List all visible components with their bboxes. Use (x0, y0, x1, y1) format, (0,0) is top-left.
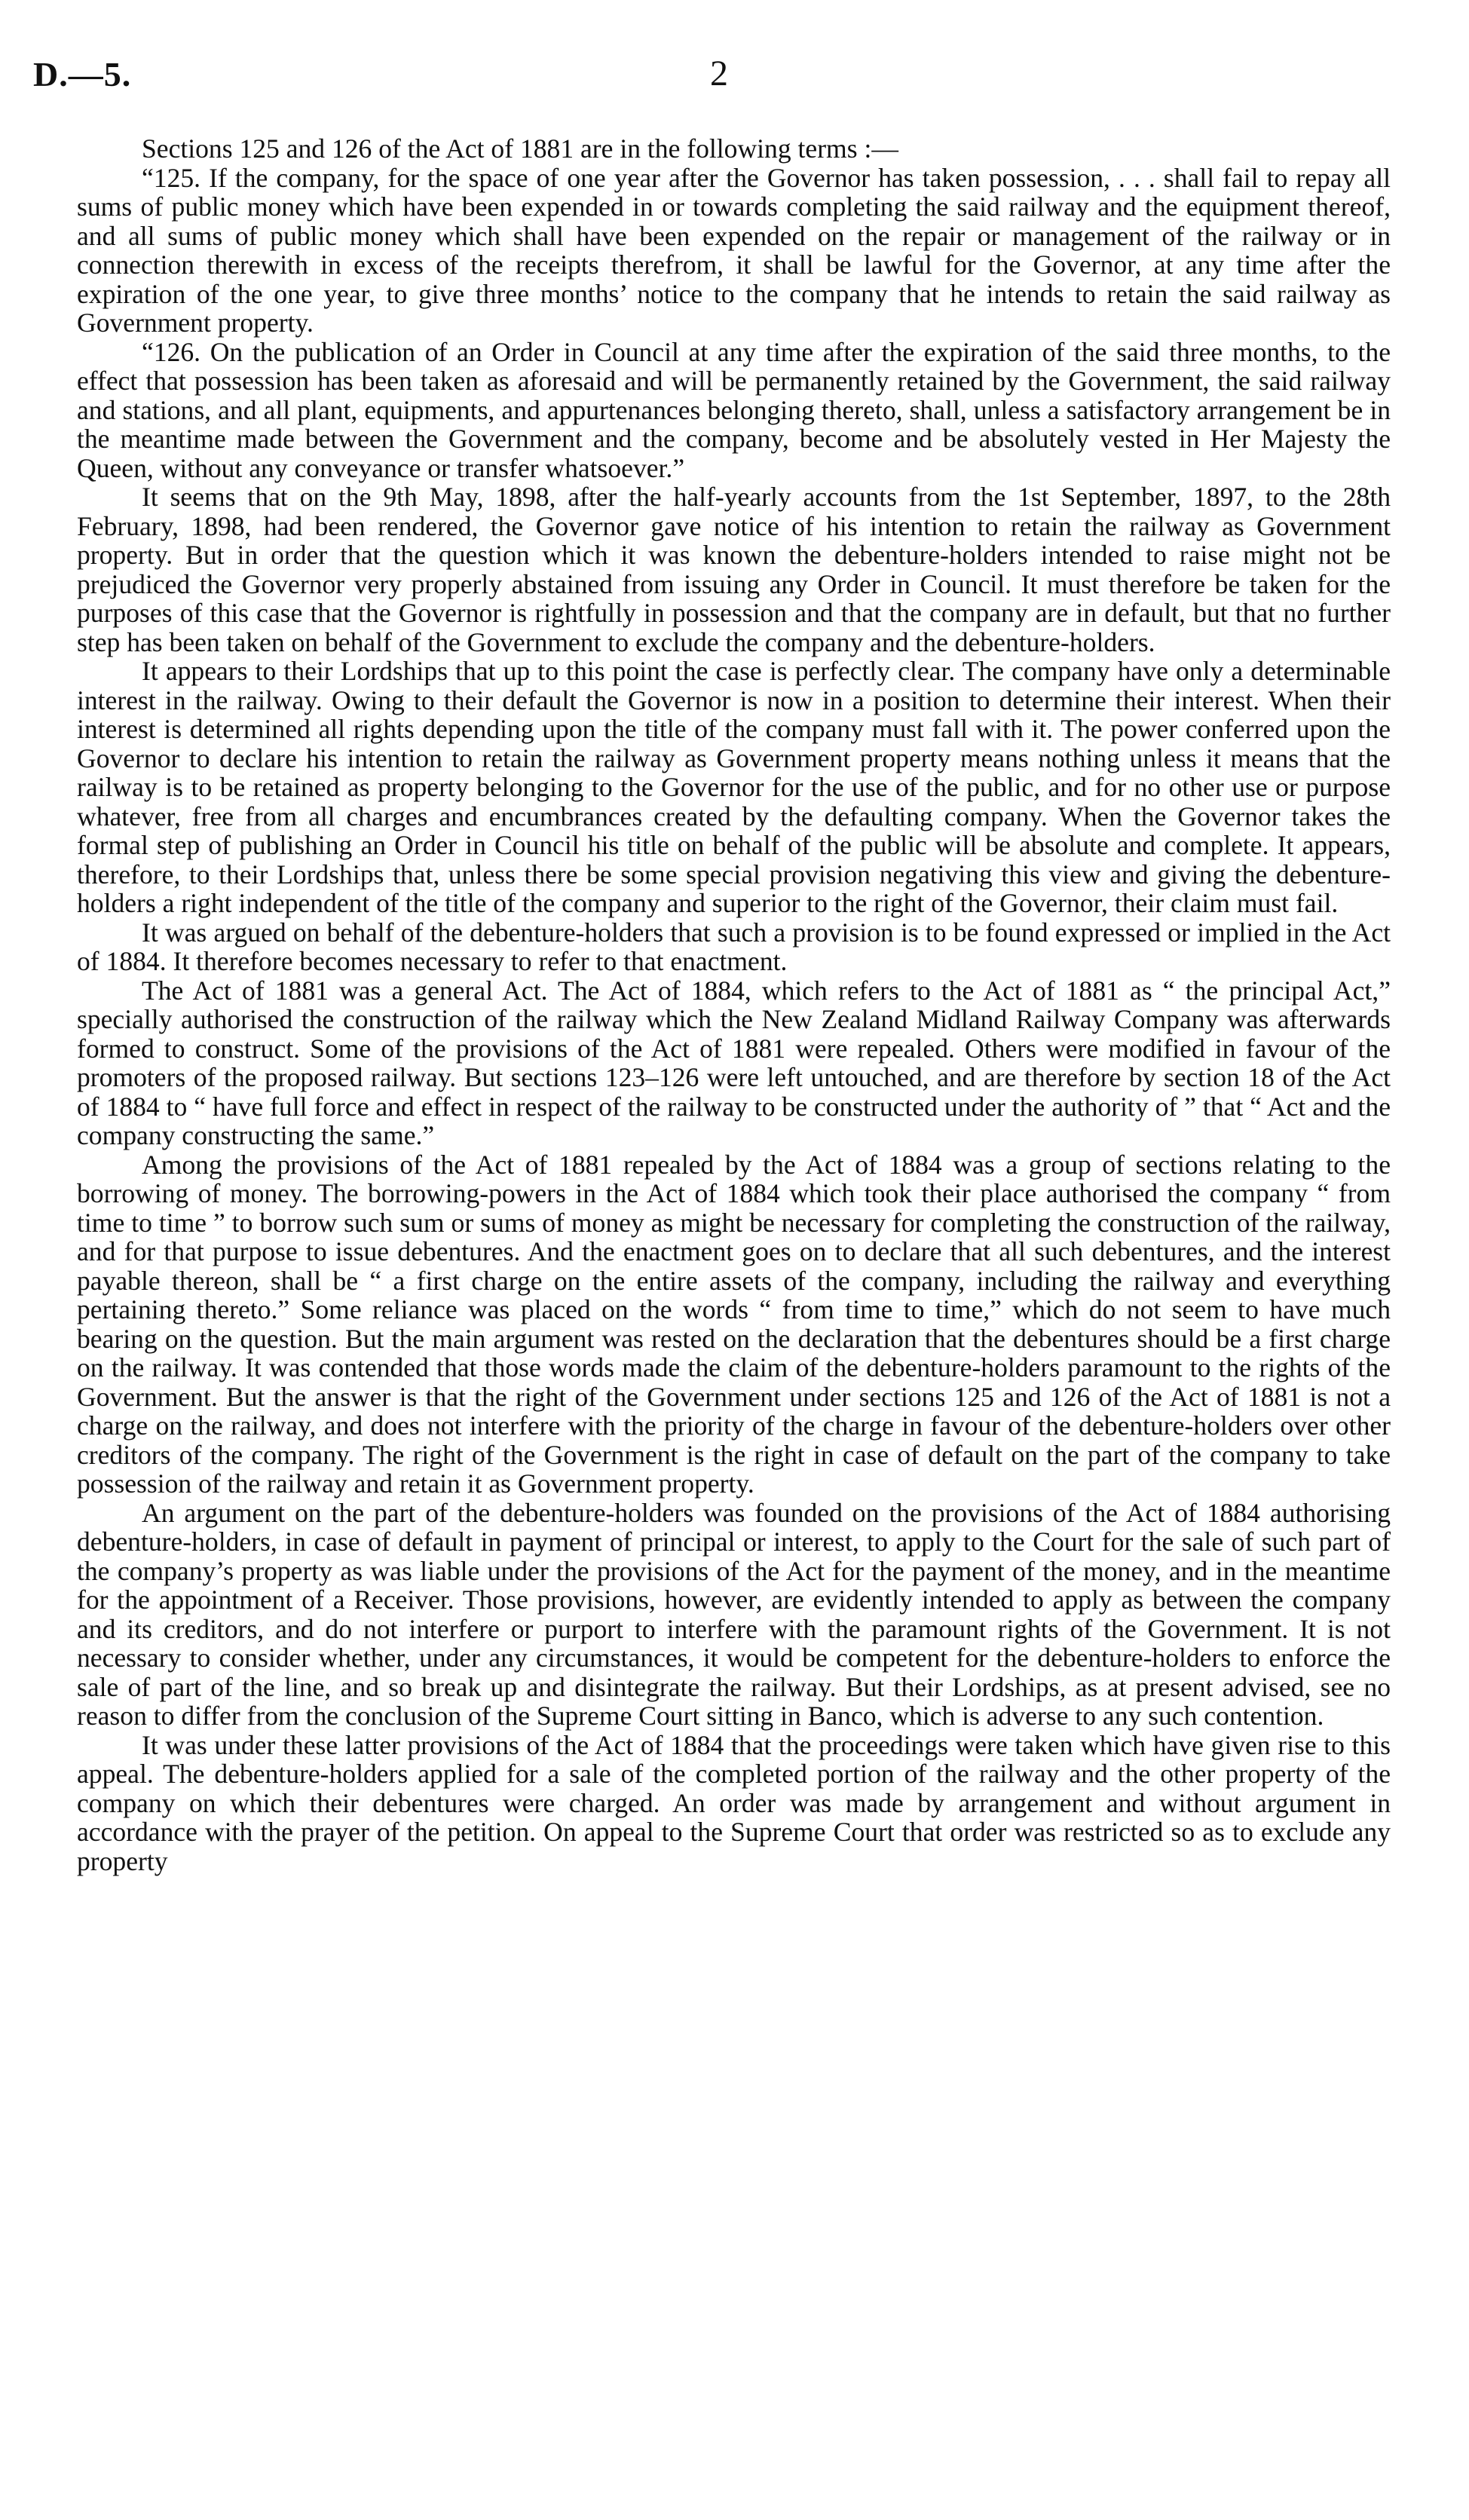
paragraph-governor-notice: It seems that on the 9th May, 1898, after the half-yearly accounts from the 1st September, 1897, to the 28th February, 1898, had been rendered, the Governor gave notice of his intention to retain the railway as Government property. But in order that the question which it was known the debenture-holders intended to raise might not be prejudiced the Governor very properly abstained from issuing any Order in Council. It must therefore be taken for the purposes of this case that the Governor is rightfully in possession and that the company are in default, but that no further step has been taken on behalf of the Government to exclude the company and the debenture-holders. (77, 482, 1391, 657)
paragraph-proceedings: It was under these latter provisions of the Act of 1884 that the proceedings were taken which have given rise to this appeal. The debenture-holders applied for a sale of the completed portion of the railway and the other property of the company on which their debentures were charged. An order was made by arrangement and without argument in accordance with the prayer of the petition. On appeal to the Supreme Court that order was restricted so as to exclude any property (77, 1729, 1391, 1876)
paragraph-lordships-view: It appears to their Lordships that up to this point the case is perfectly clear. The company have only a determinable interest in the railway. Owing to their default the Governor is now in a position to determine their interest. When their interest is determined all rights depending upon the title of the company must fall with it. The power conferred upon the Governor to declare his intention to retain the railway as Government property means nothing unless it means that the railway is to be retained as property belonging to the Governor for the use of the public, and for no other use or purpose whatever, free from all charges and encumbrances created by the defaulting company. When the Governor takes the formal step of publishing an Order in Council his title on behalf of the public will be absolute and complete. It appears, therefore, to their Lordships that, unless there be some special provision negativing this view and giving the debenture-holders a right independent of the title of the company and superior to the right of the Governor, their claim must fail. (77, 656, 1391, 918)
paragraph-section-125: “125. If the company, for the space of one year after the Governor has taken possession, . . . shall fail to repay all sums of public money which have been expended in or towards completing the said railway and the equipment thereof, and all sums of public money which shall have been expended on the repair or management of the railway or in connection therewith in excess of the receipts therefrom, it shall be lawful for the Governor, at any time after the expiration of the one year, to give three months’ notice to the company that he intends to retain the said railway as Government property. (77, 162, 1391, 338)
paragraph-general-act: The Act of 1881 was a general Act. The Act of 1884, which refers to the Act of 1881 as “ the principal Act,” specially authorised the construction of the railway which the New Zealand Midland Railway Company was afterwards formed to construct. Some of the provisions of the Act of 1881 were repealed. Others were modified in favour of the promoters of the proposed railway. But sections 123–126 were left untouched, and are therefore by section 18 of the Act of 1884 to “ have full force and effect in respect of the railway to be constructed under the authority of ” that “ Act and the company constructing the same.” (77, 975, 1391, 1150)
page-number: 2 (710, 54, 728, 93)
page-header (33, 54, 1436, 107)
document-reference: D.—5. (33, 55, 132, 93)
paragraph-argument-act-1884: It was argued on behalf of the debenture-holders that such a provision is to be found expressed or implied in the Act of 1884. It therefore becomes necessary to refer to that enactment. (77, 917, 1391, 976)
paragraph-section-126: “126. On the publication of an Order in Council at any time after the expiration of the said three months, to the effect that possession has been taken as aforesaid and will be permanently retained by the Government, the said railway and stations, and all plant, equipments, and appurtenances belonging thereto, shall, unless a satisfactory arrangement be in the meantime made between the Government and the company, become and be absolutely vested in Her Majesty the Queen, without any conveyance or transfer whatsoever.” (77, 336, 1391, 483)
paragraph-borrowing-powers: Among the provisions of the Act of 1881 repealed by the Act of 1884 was a group of sections relating to the borrowing of money. The borrowing-powers in the Act of 1884 which took their place authorised the company “ from time to time ” to borrow such sum or sums of money as might be necessary for completing the construction of the railway, and for that purpose to issue debentures. And the enactment goes on to declare that all such debentures, and the interest payable thereon, shall be “ a first charge on the entire assets of the company, including the railway and everything pertaining thereto.” Some reliance was placed on the words “ from time to time,” which do not seem to have much bearing on the question. But the main argument was rested on the declaration that the debentures should be a first charge on the railway. It was contended that those words made the claim of the debenture-holders paramount to the rights of the Government. But the answer is that the right of the Government under sections 125 and 126 of the Act of 1881 is not a charge on the railway, and does not interfere with the priority of the charge in favour of the debenture-holders over other creditors of the company. The right of the Government is the right in case of default on the part of the company to take possession of the railway and retain it as Government property. (77, 1149, 1391, 1499)
paragraph-receiver-argument: An argument on the part of the debenture-holders was founded on the provisions of the Act of 1884 authorising debenture-holders, in case of default in payment of principal or interest, to apply to the Court for the sale of such part of the company’s property as was liable under the provisions of the Act for the payment of the money, and in the meantime for the appointment of a Receiver. Those provisions, however, are evidently intended to apply as between the company and its creditors, and do not interfere or purport to interfere with the paramount rights of the Government. It is not necessary to consider whether, under any circumstances, it would be competent for the debenture-holders to enforce the sale of part of the line, and so break up and disintegrate the railway. But their Lordships, as at present advised, see no reason to differ from the conclusion of the Supreme Court sitting in Banco, which is adverse to any such contention. (77, 1497, 1391, 1731)
body-text (77, 134, 1391, 1875)
paragraph-intro: Sections 125 and 126 of the Act of 1881 are in the following terms :— (142, 133, 898, 164)
